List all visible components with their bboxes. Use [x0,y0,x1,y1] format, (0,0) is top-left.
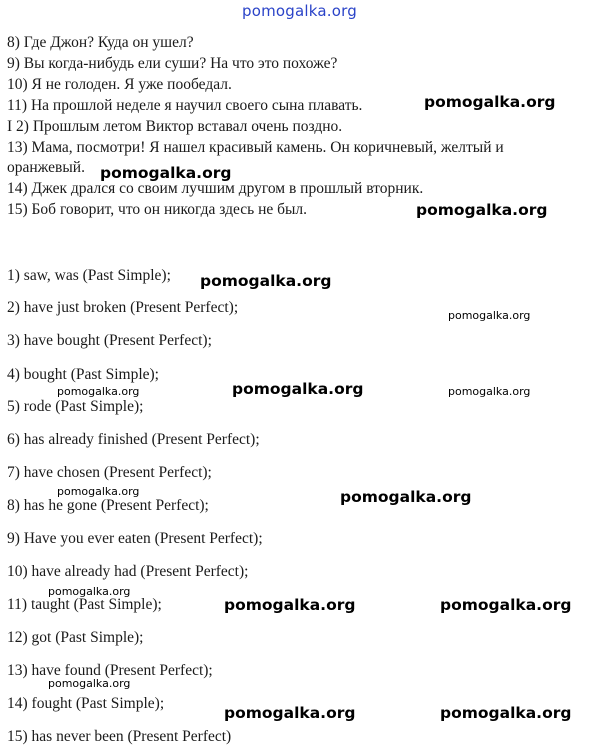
answer-12: 12) got (Past Simple); [7,629,144,646]
sentence-13-continued: оранжевый. [7,159,85,176]
sentence-10: 10) Я не голоден. Я уже пообедал. [7,76,232,93]
answer-2: 2) have just broken (Present Perfect); [7,299,239,316]
sentence-9: 9) Вы когда-нибудь ели суши? На что это похоже? [7,55,338,72]
watermark: pomogalka.org [232,380,364,398]
answer-7: 7) have chosen (Present Perfect); [7,464,212,481]
watermark: pomogalka.org [100,164,232,182]
answer-5: 5) rode (Past Simple); [7,398,144,415]
watermark: pomogalka.org [224,704,356,722]
answer-6: 6) has already finished (Present Perfect); [7,431,260,448]
answer-13: 13) have found (Present Perfect); [7,662,213,679]
watermark: pomogalka.org [200,272,332,290]
sentence-8: 8) Где Джон? Куда он ушел? [7,34,194,51]
sentence-15: 15) Боб говорит, что он никогда здесь не был. [7,201,308,218]
watermark: pomogalka.org [424,93,556,111]
watermark: pomogalka.org [340,488,472,506]
answer-4: 4) bought (Past Simple); [7,366,159,383]
answer-10: 10) have already had (Present Perfect); [7,563,249,580]
answer-14: 14) fought (Past Simple); [7,695,165,712]
watermark: pomogalka.org [57,385,140,398]
sentence-11: 11) На прошлой неделе я научил своего сына плавать. [7,97,363,114]
watermark: pomogalka.org [440,596,572,614]
watermark: pomogalka.org [448,385,531,398]
watermark: pomogalka.org [57,485,140,498]
watermark: pomogalka.org [48,677,131,690]
watermark: pomogalka.org [448,309,531,322]
sentence-12: I 2) Прошлым летом Виктор вставал очень поздно. [7,118,343,135]
answer-11: 11) taught (Past Simple); [7,596,162,613]
watermark: pomogalka.org [416,201,548,219]
watermark: pomogalka.org [224,596,356,614]
answer-8: 8) has he gone (Present Perfect); [7,497,209,514]
answer-1: 1) saw, was (Past Simple); [7,267,171,284]
site-header-watermark: pomogalka.org [242,2,357,20]
answer-15: 15) has never been (Present Perfect) [7,728,232,745]
sentence-14: 14) Джек дрался со своим лучшим другом в прошлый вторник. [7,180,424,197]
watermark: pomogalka.org [440,704,572,722]
watermark: pomogalka.org [48,585,131,598]
answer-9: 9) Have you ever eaten (Present Perfect); [7,530,263,547]
answer-3: 3) have bought (Present Perfect); [7,332,212,349]
sentence-13: 13) Мама, посмотри! Я нашел красивый камень. Он коричневый, желтый и [7,139,504,156]
